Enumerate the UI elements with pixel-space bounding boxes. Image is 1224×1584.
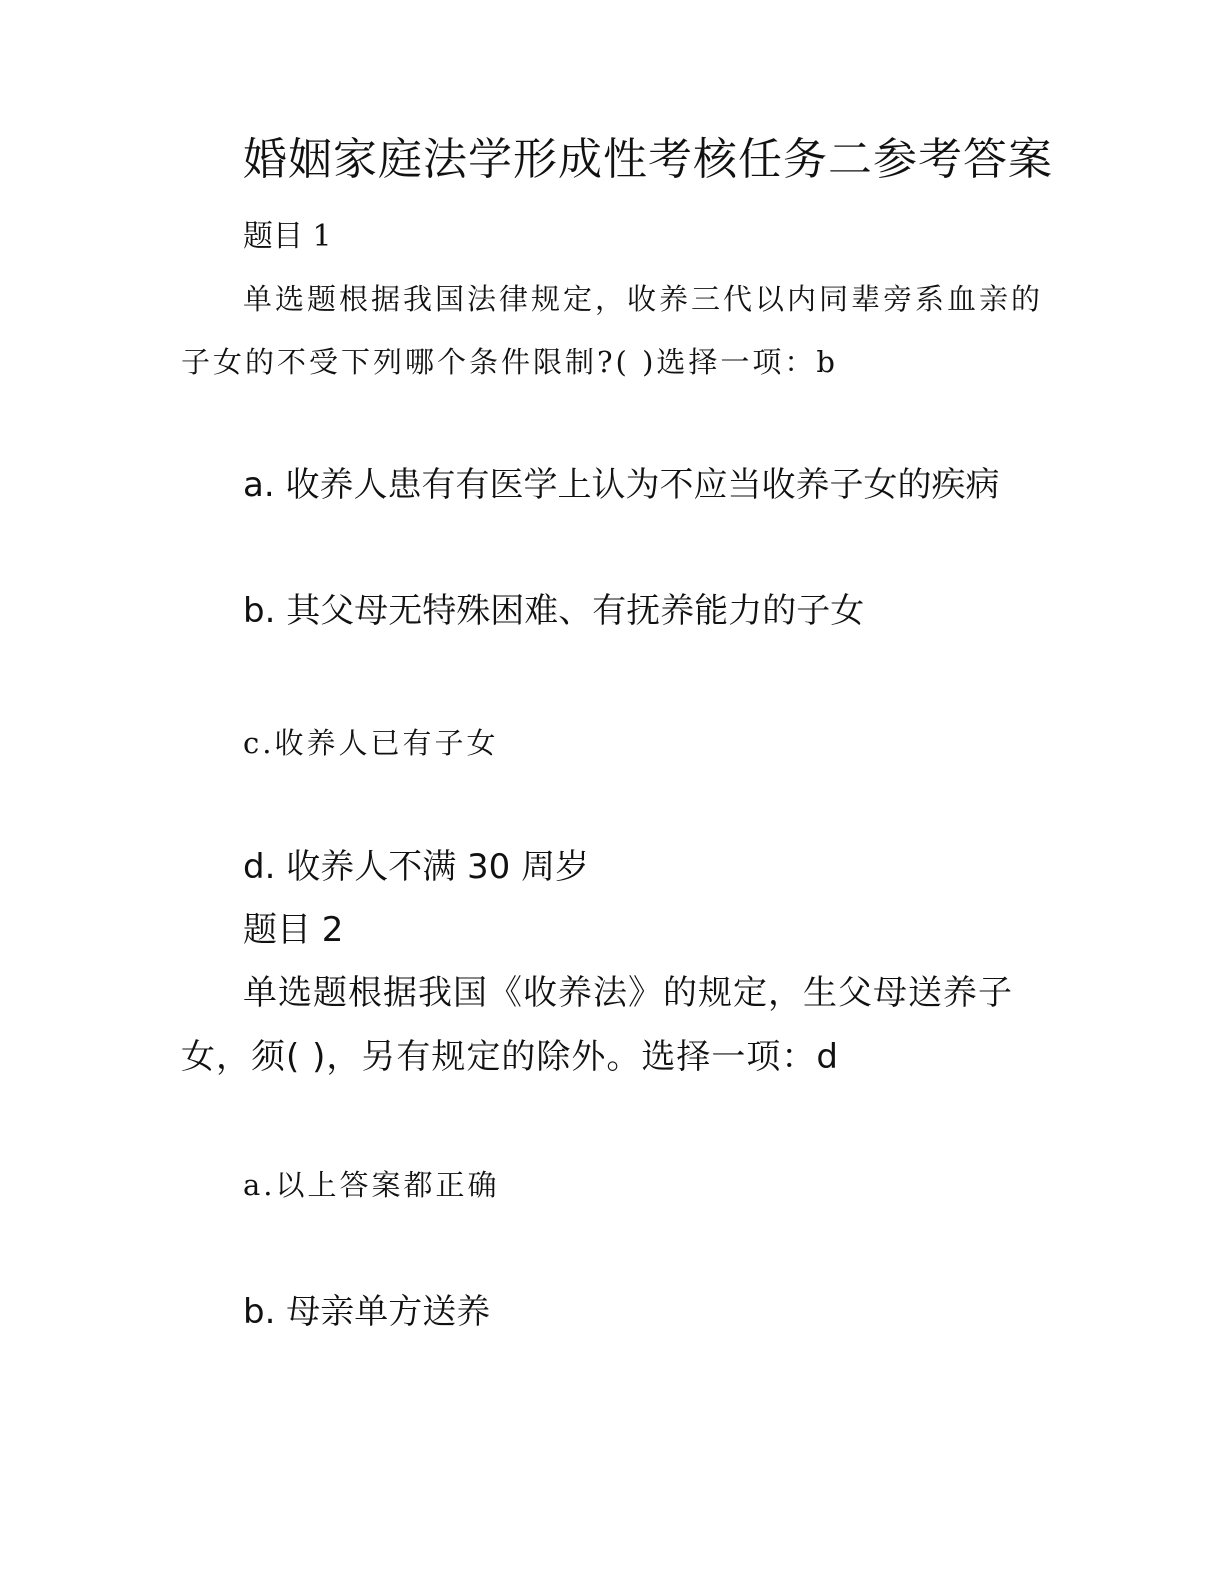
question-1-option-d: d. 收养人不满 30 周岁 [243, 847, 590, 887]
question-1-option-c: c.收养人已有子女 [243, 726, 499, 760]
question-1-option-a: a. 收养人患有有医学上认为不应当收养子女的疾病 [243, 465, 1000, 505]
question-1-text-line-2: 子女的不受下列哪个条件限制?( )选择一项：b [181, 345, 838, 379]
question-1-text-line-1: 单选题根据我国法律规定，收养三代以内同辈旁系血亲的 [243, 282, 1044, 316]
question-1-heading: 题目 1 [243, 219, 332, 254]
question-2-text-line-1: 单选题根据我国《收养法》的规定，生父母送养子 [243, 973, 1013, 1013]
question-2-text-line-2: 女，须( )，另有规定的除外。选择一项：d [181, 1037, 839, 1077]
question-1-option-b: b. 其父母无特殊困难、有抚养能力的子女 [243, 591, 865, 631]
document-title: 婚姻家庭法学形成性考核任务二参考答案 [243, 134, 1053, 185]
question-2-heading: 题目 2 [243, 910, 344, 950]
question-2-option-b: b. 母亲单方送养 [243, 1292, 491, 1332]
question-2-option-a: a.以上答案都正确 [243, 1168, 500, 1202]
